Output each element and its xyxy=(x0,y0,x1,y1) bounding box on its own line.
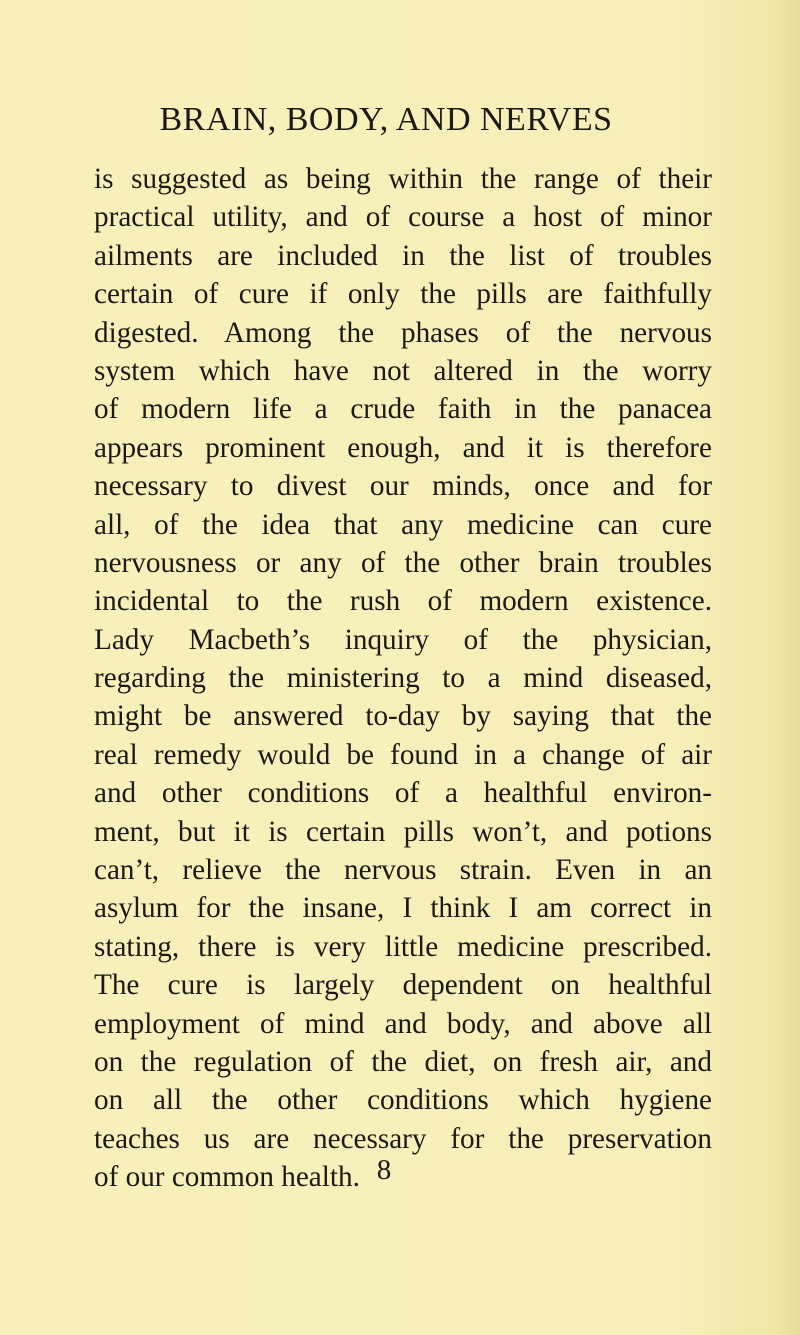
text-line: might be answered to-day by saying that the xyxy=(94,700,712,733)
text-line: ailments are included in the list of troubles xyxy=(94,239,712,272)
text-line: necessary to divest our minds, once and for xyxy=(94,470,712,503)
text-line: incidental to the rush of modern existence. xyxy=(94,585,712,618)
text-line: certain of cure if only the pills are faithfully xyxy=(94,278,712,311)
text-line: and other conditions of a healthful environ- xyxy=(94,777,712,810)
text-line: asylum for the insane, I think I am correct in xyxy=(94,892,712,925)
page-number: 8 xyxy=(376,1154,392,1186)
text-line: is suggested as being within the range of their xyxy=(94,163,712,195)
text-line: regarding the ministering to a mind diseased, xyxy=(94,662,712,695)
text-line: Lady Macbeth’s inquiry of the physician, xyxy=(94,623,712,656)
text-line: nervousness or any of the other brain troubles xyxy=(94,546,712,579)
text-line: ment, but it is certain pills won’t, and potions xyxy=(94,815,712,848)
text-line: real remedy would be found in a change of air xyxy=(94,738,712,771)
text-line: of modern life a crude faith in the panacea xyxy=(94,393,712,426)
text-line: can’t, relieve the nervous strain. Even in an xyxy=(94,854,712,887)
text-line: appears prominent enough, and it is therefore xyxy=(94,431,712,464)
text-line-last: of our common health. xyxy=(94,1161,360,1194)
text-line: digested. Among the phases of the nervous xyxy=(94,316,712,349)
text-line: all, of the idea that any medicine can cure xyxy=(94,508,712,541)
text-line: employment of mind and body, and above all xyxy=(94,1007,712,1040)
text-line: The cure is largely dependent on healthful xyxy=(94,969,712,1002)
text-line: system which have not altered in the worry xyxy=(94,354,712,387)
text-line: on the regulation of the diet, on fresh air, and xyxy=(94,1045,712,1078)
text-line: on all the other conditions which hygiene xyxy=(94,1084,712,1117)
text-line: stating, there is very little medicine prescribed. xyxy=(94,930,712,963)
text-line: teaches us are necessary for the preservation xyxy=(94,1122,712,1155)
running-head: BRAIN, BODY, AND NERVES xyxy=(159,101,613,138)
body-paragraph xyxy=(94,160,712,1197)
text-line: practical utility, and of course a host of minor xyxy=(94,201,712,234)
